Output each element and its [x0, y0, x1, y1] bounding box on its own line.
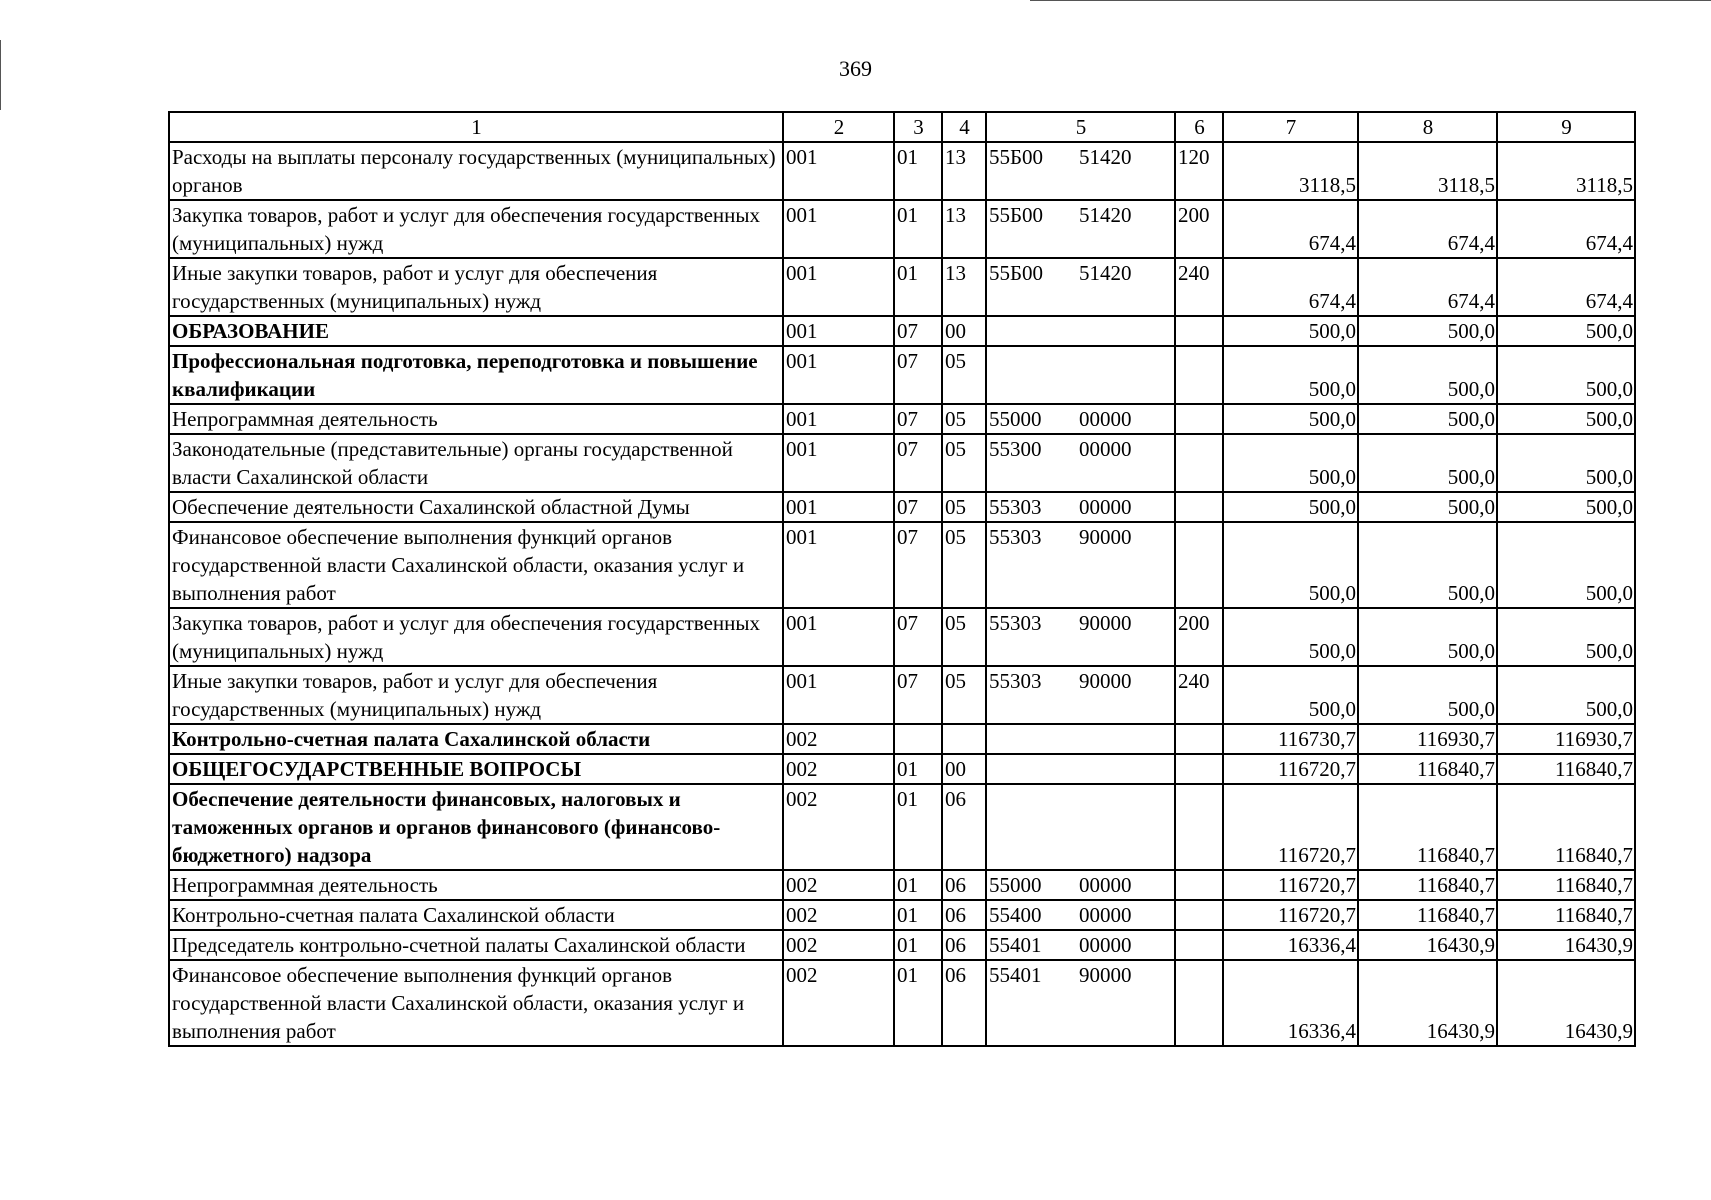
code-5-part-a: 55300 — [989, 437, 1042, 461]
code-cell-3: 01 — [894, 754, 942, 784]
row-name-cell: Расходы на выплаты персоналу государственных (муниципальных) органов — [169, 142, 783, 200]
header-cell-8: 8 — [1358, 112, 1497, 142]
code-5-part-a: 55401 — [989, 963, 1042, 987]
amount-cell-7: 500,0 — [1223, 434, 1358, 492]
amount-cell-7: 500,0 — [1223, 608, 1358, 666]
code-cell-3: 07 — [894, 434, 942, 492]
code-cell-3: 07 — [894, 522, 942, 608]
amount-cell-9: 500,0 — [1497, 522, 1635, 608]
row-name-cell: Профессиональная подготовка, переподготовка и повышение квалификации — [169, 346, 783, 404]
amount-cell-9: 116930,7 — [1497, 724, 1635, 754]
row-name-cell: Законодательные (представительные) органы государственной власти Сахалинской области — [169, 434, 783, 492]
code-cell-5 — [986, 724, 1175, 754]
code-cell-3: 01 — [894, 258, 942, 316]
header-cell-2: 2 — [783, 112, 894, 142]
header-cell-5: 5 — [986, 112, 1175, 142]
code-cell-2: 002 — [783, 754, 894, 784]
code-5-part-b: 51420 — [1079, 145, 1132, 169]
code-cell-3: 07 — [894, 666, 942, 724]
table-row — [169, 784, 1635, 870]
code-cell-4: 05 — [942, 666, 986, 724]
amount-cell-7: 116720,7 — [1223, 754, 1358, 784]
row-name-cell: Контрольно-счетная палата Сахалинской области — [169, 900, 783, 930]
code-cell-3: 07 — [894, 404, 942, 434]
row-name-cell: Непрограммная деятельность — [169, 404, 783, 434]
row-name-cell: Иные закупки товаров, работ и услуг для обеспечения государственных (муниципальных) нужд — [169, 666, 783, 724]
code-5-part-b: 90000 — [1079, 963, 1132, 987]
amount-cell-8: 500,0 — [1358, 492, 1497, 522]
amount-cell-8: 116840,7 — [1358, 754, 1497, 784]
code-cell-2: 001 — [783, 492, 894, 522]
amount-cell-9: 500,0 — [1497, 608, 1635, 666]
code-cell-4: 05 — [942, 492, 986, 522]
code-cell-6 — [1175, 930, 1223, 960]
code-cell-6 — [1175, 900, 1223, 930]
code-cell-2: 001 — [783, 404, 894, 434]
amount-cell-7: 116720,7 — [1223, 870, 1358, 900]
header-cell-4: 4 — [942, 112, 986, 142]
amount-cell-7: 16336,4 — [1223, 960, 1358, 1046]
code-5-part-b: 90000 — [1079, 669, 1132, 693]
code-cell-2: 001 — [783, 522, 894, 608]
header-cell-3: 3 — [894, 112, 942, 142]
amount-cell-8: 500,0 — [1358, 434, 1497, 492]
amount-cell-7: 116720,7 — [1223, 900, 1358, 930]
amount-cell-9: 674,4 — [1497, 200, 1635, 258]
code-cell-4: 06 — [942, 900, 986, 930]
amount-cell-7: 500,0 — [1223, 666, 1358, 724]
code-5-part-a: 55Б00 — [989, 145, 1044, 169]
code-cell-3 — [894, 724, 942, 754]
code-cell-6 — [1175, 870, 1223, 900]
amount-cell-8: 500,0 — [1358, 666, 1497, 724]
amount-cell-9: 16430,9 — [1497, 930, 1635, 960]
row-name-cell: Контрольно-счетная палата Сахалинской области — [169, 724, 783, 754]
code-5-part-a: 55401 — [989, 933, 1042, 957]
header-cell-7: 7 — [1223, 112, 1358, 142]
code-cell-4: 06 — [942, 784, 986, 870]
code-cell-2: 002 — [783, 784, 894, 870]
amount-cell-9: 500,0 — [1497, 346, 1635, 404]
code-cell-6: 240 — [1175, 666, 1223, 724]
header-cell-6: 6 — [1175, 112, 1223, 142]
table-row — [169, 258, 1635, 316]
amount-cell-7: 16336,4 — [1223, 930, 1358, 960]
code-cell-6 — [1175, 346, 1223, 404]
amount-cell-8: 16430,9 — [1358, 930, 1497, 960]
amount-cell-8: 674,4 — [1358, 200, 1497, 258]
code-cell-5 — [986, 404, 1175, 434]
amount-cell-8: 116840,7 — [1358, 900, 1497, 930]
amount-cell-7: 3118,5 — [1223, 142, 1358, 200]
amount-cell-7: 500,0 — [1223, 404, 1358, 434]
code-cell-6 — [1175, 492, 1223, 522]
code-5-part-b: 00000 — [1079, 407, 1132, 431]
table-row — [169, 900, 1635, 930]
amount-cell-7: 500,0 — [1223, 522, 1358, 608]
code-cell-4: 05 — [942, 404, 986, 434]
code-5-part-a: 55Б00 — [989, 261, 1044, 285]
code-5-part-b: 00000 — [1079, 903, 1132, 927]
code-cell-2: 002 — [783, 724, 894, 754]
code-cell-6 — [1175, 960, 1223, 1046]
code-cell-6 — [1175, 784, 1223, 870]
amount-cell-8: 500,0 — [1358, 316, 1497, 346]
code-cell-4: 06 — [942, 870, 986, 900]
amount-cell-7: 500,0 — [1223, 316, 1358, 346]
code-cell-5 — [986, 870, 1175, 900]
row-name-cell: ОБРАЗОВАНИЕ — [169, 316, 783, 346]
code-cell-4 — [942, 724, 986, 754]
code-5-part-a: 55000 — [989, 407, 1042, 431]
table-row — [169, 666, 1635, 724]
row-name-cell: Закупка товаров, работ и услуг для обеспечения государственных (муниципальных) нужд — [169, 200, 783, 258]
code-cell-3: 01 — [894, 870, 942, 900]
code-cell-2: 001 — [783, 346, 894, 404]
row-name-cell: Обеспечение деятельности финансовых, налоговых и таможенных органов и органов финансового (финансово-бюджетного) надзора — [169, 784, 783, 870]
amount-cell-9: 500,0 — [1497, 404, 1635, 434]
code-cell-3: 07 — [894, 316, 942, 346]
row-name-cell: Обеспечение деятельности Сахалинской областной Думы — [169, 492, 783, 522]
amount-cell-9: 674,4 — [1497, 258, 1635, 316]
budget-table — [168, 111, 1636, 1047]
code-cell-5 — [986, 316, 1175, 346]
amount-cell-8: 500,0 — [1358, 608, 1497, 666]
code-5-part-a: 55Б00 — [989, 203, 1044, 227]
code-5-part-a: 55400 — [989, 903, 1042, 927]
amount-cell-9: 116840,7 — [1497, 870, 1635, 900]
code-cell-4: 00 — [942, 754, 986, 784]
code-cell-4: 13 — [942, 258, 986, 316]
amount-cell-8: 500,0 — [1358, 522, 1497, 608]
amount-cell-8: 674,4 — [1358, 258, 1497, 316]
code-cell-4: 05 — [942, 346, 986, 404]
table-row — [169, 960, 1635, 1046]
code-cell-5 — [986, 754, 1175, 784]
code-cell-5 — [986, 142, 1175, 200]
amount-cell-9: 500,0 — [1497, 316, 1635, 346]
header-cell-9: 9 — [1497, 112, 1635, 142]
code-5-part-a: 55303 — [989, 525, 1042, 549]
amount-cell-8: 116840,7 — [1358, 784, 1497, 870]
amount-cell-7: 500,0 — [1223, 492, 1358, 522]
table-row — [169, 754, 1635, 784]
code-cell-6 — [1175, 316, 1223, 346]
code-cell-5 — [986, 434, 1175, 492]
table-row — [169, 724, 1635, 754]
code-cell-6: 200 — [1175, 608, 1223, 666]
code-cell-4: 00 — [942, 316, 986, 346]
code-5-part-a: 55303 — [989, 669, 1042, 693]
code-cell-5 — [986, 930, 1175, 960]
amount-cell-9: 116840,7 — [1497, 754, 1635, 784]
row-name-cell: Закупка товаров, работ и услуг для обеспечения государственных (муниципальных) нужд — [169, 608, 783, 666]
table-row — [169, 346, 1635, 404]
code-cell-2: 001 — [783, 316, 894, 346]
amount-cell-8: 500,0 — [1358, 404, 1497, 434]
table-row — [169, 434, 1635, 492]
row-name-cell: Финансовое обеспечение выполнения функций органов государственной власти Сахалинской области, оказания услуг и выполнения работ — [169, 522, 783, 608]
code-cell-2: 001 — [783, 666, 894, 724]
code-cell-5 — [986, 492, 1175, 522]
code-5-part-b: 51420 — [1079, 261, 1132, 285]
code-cell-6: 240 — [1175, 258, 1223, 316]
code-cell-2: 001 — [783, 434, 894, 492]
amount-cell-9: 16430,9 — [1497, 960, 1635, 1046]
code-5-part-b: 51420 — [1079, 203, 1132, 227]
row-name-cell: ОБЩЕГОСУДАРСТВЕННЫЕ ВОПРОСЫ — [169, 754, 783, 784]
code-cell-5 — [986, 960, 1175, 1046]
amount-cell-7: 674,4 — [1223, 200, 1358, 258]
code-cell-4: 06 — [942, 960, 986, 1046]
table-row — [169, 522, 1635, 608]
row-name-cell: Иные закупки товаров, работ и услуг для обеспечения государственных (муниципальных) нужд — [169, 258, 783, 316]
code-cell-6: 200 — [1175, 200, 1223, 258]
code-cell-3: 07 — [894, 492, 942, 522]
code-cell-5 — [986, 522, 1175, 608]
amount-cell-9: 500,0 — [1497, 666, 1635, 724]
amount-cell-7: 500,0 — [1223, 346, 1358, 404]
amount-cell-9: 3118,5 — [1497, 142, 1635, 200]
table-row — [169, 200, 1635, 258]
code-cell-2: 002 — [783, 870, 894, 900]
amount-cell-9: 116840,7 — [1497, 784, 1635, 870]
code-cell-3: 01 — [894, 900, 942, 930]
row-name-cell: Непрограммная деятельность — [169, 870, 783, 900]
code-5-part-a: 55000 — [989, 873, 1042, 897]
code-5-part-a: 55303 — [989, 495, 1042, 519]
code-cell-3: 01 — [894, 142, 942, 200]
amount-cell-8: 500,0 — [1358, 346, 1497, 404]
code-cell-5 — [986, 200, 1175, 258]
code-cell-4: 05 — [942, 522, 986, 608]
table-row — [169, 142, 1635, 200]
row-name-cell: Председатель контрольно-счетной палаты Сахалинской области — [169, 930, 783, 960]
code-cell-2: 001 — [783, 258, 894, 316]
code-cell-3: 01 — [894, 200, 942, 258]
header-row — [169, 112, 1635, 142]
code-cell-2: 002 — [783, 960, 894, 1046]
table-row — [169, 492, 1635, 522]
code-5-part-b: 00000 — [1079, 495, 1132, 519]
code-cell-5 — [986, 900, 1175, 930]
table-row — [169, 316, 1635, 346]
amount-cell-8: 116840,7 — [1358, 870, 1497, 900]
amount-cell-8: 3118,5 — [1358, 142, 1497, 200]
amount-cell-7: 674,4 — [1223, 258, 1358, 316]
code-cell-4: 13 — [942, 200, 986, 258]
code-cell-5 — [986, 346, 1175, 404]
amount-cell-9: 500,0 — [1497, 492, 1635, 522]
code-5-part-b: 00000 — [1079, 873, 1132, 897]
code-cell-2: 002 — [783, 900, 894, 930]
amount-cell-8: 16430,9 — [1358, 960, 1497, 1046]
code-cell-2: 001 — [783, 200, 894, 258]
amount-cell-9: 116840,7 — [1497, 900, 1635, 930]
code-cell-6 — [1175, 404, 1223, 434]
amount-cell-9: 500,0 — [1497, 434, 1635, 492]
row-name-cell: Финансовое обеспечение выполнения функций органов государственной власти Сахалинской области, оказания услуг и выполнения работ — [169, 960, 783, 1046]
code-cell-3: 01 — [894, 784, 942, 870]
code-5-part-b: 90000 — [1079, 525, 1132, 549]
code-5-part-a: 55303 — [989, 611, 1042, 635]
code-cell-6 — [1175, 754, 1223, 784]
code-5-part-b: 00000 — [1079, 933, 1132, 957]
code-cell-6 — [1175, 724, 1223, 754]
code-cell-3: 01 — [894, 960, 942, 1046]
code-cell-5 — [986, 258, 1175, 316]
table-row — [169, 930, 1635, 960]
code-cell-3: 01 — [894, 930, 942, 960]
code-cell-4: 05 — [942, 434, 986, 492]
code-cell-2: 001 — [783, 608, 894, 666]
code-cell-4: 05 — [942, 608, 986, 666]
code-cell-5 — [986, 608, 1175, 666]
amount-cell-7: 116720,7 — [1223, 784, 1358, 870]
header-cell-1: 1 — [169, 112, 783, 142]
code-cell-4: 06 — [942, 930, 986, 960]
code-cell-6 — [1175, 434, 1223, 492]
amount-cell-7: 116730,7 — [1223, 724, 1358, 754]
code-cell-3: 07 — [894, 608, 942, 666]
table-row — [169, 608, 1635, 666]
code-cell-5 — [986, 784, 1175, 870]
code-cell-6 — [1175, 522, 1223, 608]
table-row — [169, 870, 1635, 900]
amount-cell-8: 116930,7 — [1358, 724, 1497, 754]
scan-artifact-top-right — [1030, 0, 1711, 1]
code-cell-2: 001 — [783, 142, 894, 200]
code-cell-3: 07 — [894, 346, 942, 404]
page-number: 369 — [839, 56, 872, 81]
code-cell-6: 120 — [1175, 142, 1223, 200]
table-row — [169, 404, 1635, 434]
code-cell-5 — [986, 666, 1175, 724]
code-cell-4: 13 — [942, 142, 986, 200]
code-5-part-b: 90000 — [1079, 611, 1132, 635]
code-cell-2: 002 — [783, 930, 894, 960]
code-5-part-b: 00000 — [1079, 437, 1132, 461]
